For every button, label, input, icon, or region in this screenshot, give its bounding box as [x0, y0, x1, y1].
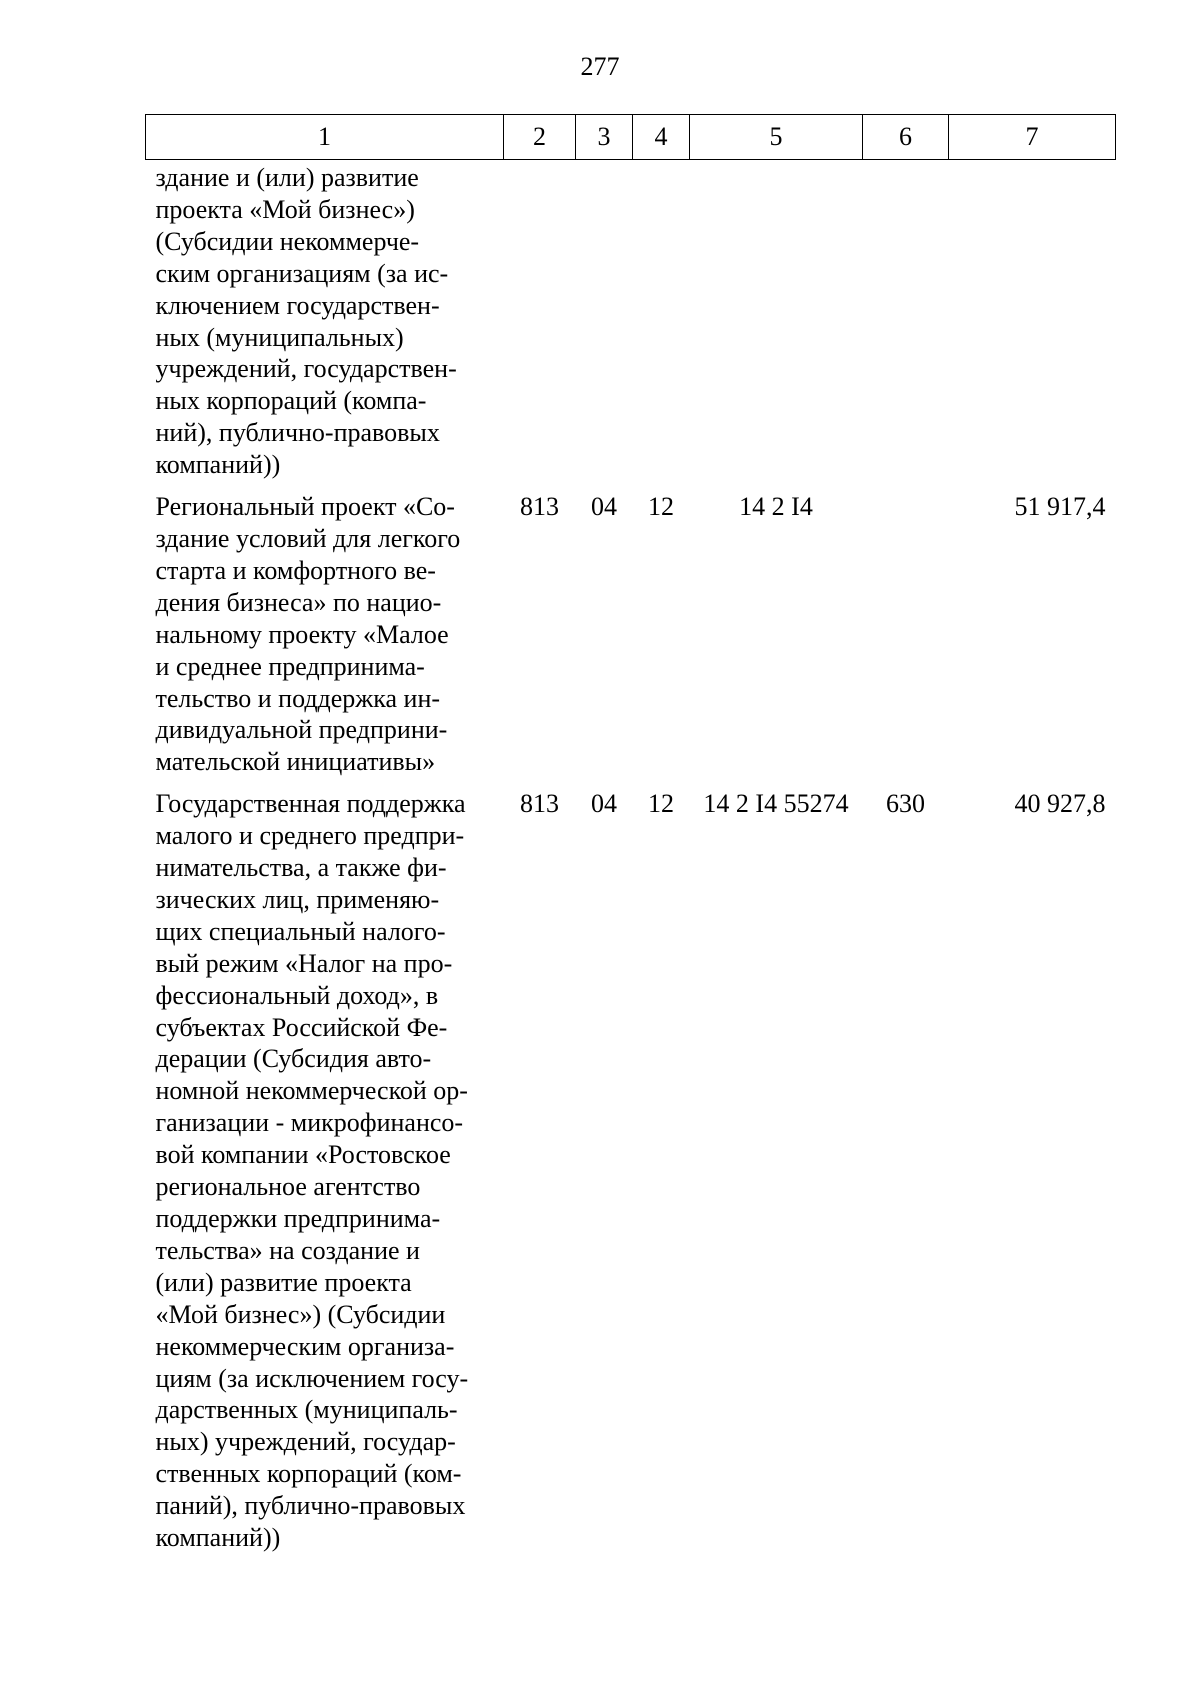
row-expense-type: 630 [886, 789, 925, 819]
description-line: «Мой бизнес») (Субсидии [155, 1299, 446, 1329]
row-target-article: 14 2 I4 [739, 492, 813, 522]
page-number: 277 [580, 52, 620, 81]
description-line: нальному проекту «Малое [155, 619, 449, 649]
description-line: компаний)) [155, 1523, 281, 1553]
description-line: ским организациям (за ис- [155, 258, 449, 288]
description-line: ных (муниципальных) [155, 322, 404, 352]
description-line: здание и (или) развитие [155, 163, 419, 192]
description-line: ний), публично-правовых [155, 418, 440, 448]
row-amount [949, 160, 1116, 482]
description-line: Региональный проект «Со- [155, 492, 455, 522]
row-code-2 [504, 160, 576, 482]
row-amount: 40 927,8 [1014, 789, 1106, 819]
description-line: дарственных (муниципаль- [155, 1395, 458, 1425]
description-line: тельства» на создание и [155, 1235, 420, 1265]
row-expense-type [863, 160, 949, 482]
description-line: ключением государствен- [155, 290, 440, 320]
description-line: номной некоммерческой ор- [155, 1076, 468, 1106]
description-line: дивидуальной предприни- [155, 715, 448, 745]
description-line: (Субсидии некоммерче- [155, 226, 420, 256]
description-line: и среднее предпринима- [155, 651, 425, 681]
column-header-7: 7 [949, 115, 1116, 160]
description-line: поддержки предпринима- [155, 1204, 441, 1233]
description-line: некоммерческим организа- [155, 1331, 455, 1361]
description-line: региональное агентство [155, 1172, 421, 1202]
row-description [146, 160, 504, 482]
description-line: нимательства, а также фи- [155, 853, 447, 883]
description-line: ганизации - микрофинансо- [155, 1108, 464, 1138]
description-line: ственных корпораций (ком- [155, 1459, 462, 1489]
description-line: мательской инициативы» [155, 747, 436, 777]
description-line: щих специальный налого- [155, 916, 446, 946]
description-line: малого и среднего предпри- [155, 821, 465, 851]
description-line: циям (за исключением госу- [155, 1363, 469, 1393]
description-line: (или) развитие проекта [155, 1267, 412, 1297]
column-header-2: 2 [504, 115, 576, 160]
table-row [146, 778, 1116, 1554]
column-header-6: 6 [863, 115, 949, 160]
table-header-row [146, 115, 1116, 160]
row-description [146, 481, 504, 778]
row-amount: 51 917,4 [1014, 492, 1106, 522]
description-line: фессиональный доход», в [155, 980, 439, 1010]
row-code-4: 12 [648, 789, 674, 819]
description-line: компаний)) [155, 450, 281, 480]
row-code-2: 813 [520, 492, 559, 522]
table-row [146, 481, 1116, 778]
row-expense-type [863, 481, 949, 778]
row-target-article [690, 160, 863, 482]
row-code-3: 04 [591, 492, 617, 522]
description-line: старта и комфортного ве- [155, 555, 436, 585]
row-description [146, 778, 504, 1554]
description-line: Государственная поддержка [155, 789, 466, 819]
description-line: субъектах Российской Фе- [155, 1012, 448, 1042]
description-line: учреждений, государствен- [155, 354, 457, 384]
column-header-1: 1 [146, 115, 504, 160]
column-header-3: 3 [576, 115, 633, 160]
budget-table [145, 114, 1116, 1554]
description-line: ных корпораций (компа- [155, 386, 427, 416]
description-line: зических лиц, применяю- [155, 884, 440, 914]
row-target-article: 14 2 I4 55274 [703, 789, 849, 819]
description-line: ных) учреждений, государ- [155, 1427, 456, 1457]
table-row [146, 160, 1116, 482]
description-line: вый режим «Налог на про- [155, 948, 453, 978]
description-line: паний), публично-правовых [155, 1491, 466, 1521]
description-line: тельство и поддержка ин- [155, 683, 441, 713]
description-line: здание условий для легкого [155, 523, 461, 553]
description-line: дерации (Субсидия авто- [155, 1044, 432, 1074]
column-header-5: 5 [690, 115, 863, 160]
row-code-4: 12 [648, 492, 674, 522]
column-header-4: 4 [633, 115, 690, 160]
row-code-3: 04 [591, 789, 617, 819]
description-line: проекта «Мой бизнес») [155, 194, 415, 224]
row-code-3 [576, 160, 633, 482]
description-line: вой компании «Ростовское [155, 1140, 451, 1170]
row-code-2: 813 [520, 789, 559, 819]
row-code-4 [633, 160, 690, 482]
description-line: дения бизнеса» по нацио- [155, 587, 442, 617]
